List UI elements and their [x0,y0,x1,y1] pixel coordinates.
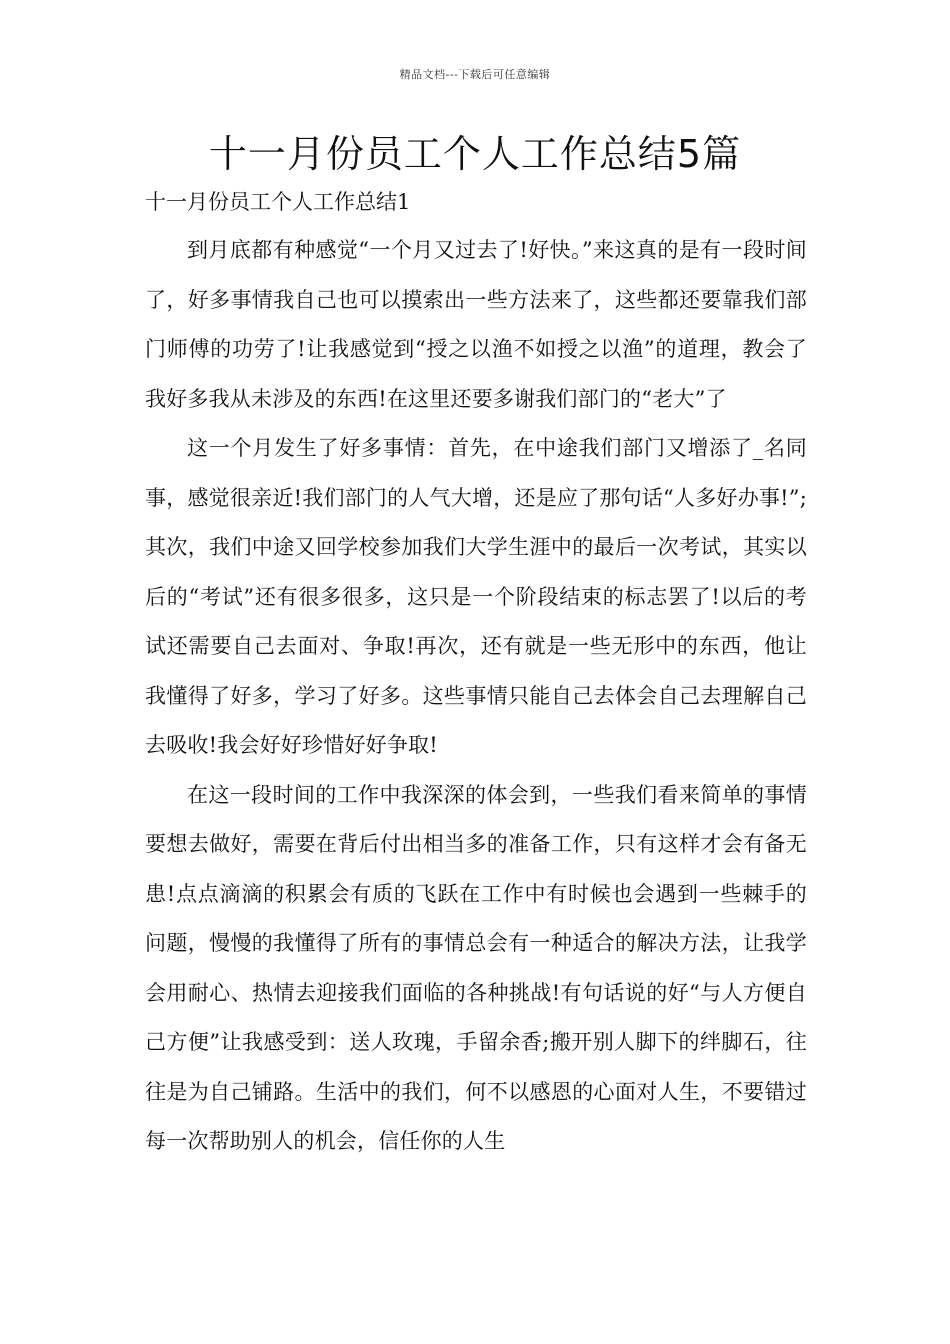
paragraph-1: 到月底都有种感觉“一个月又过去了!好快。”来这真的是有一段时间了，好多事情我自己也可以摸索出一些方法来了，这些都还要靠我们部门师傅的功劳了!让我感觉到“授之以渔不如授之以渔”的道理，教会了我好多我从未涉及的东西!在这里还要多谢我们部门的“老大”了 [145,238,807,411]
paragraph-3: 在这一段时间的工作中我深深的体会到，一些我们看来简单的事情要想去做好，需要在背后付出相当多的准备工作，只有这样才会有备无患!点点滴滴的积累会有质的飞跃在工作中有时候也会遇到一些棘手的问题，慢慢的我懂得了所有的事情总会有一种适合的解决方法，让我学会用耐心、热情去迎接我们面临的各种挑战!有句话说的好“与人方便自己方便”让我感受到：送人玫瑰，手留余香;搬开别人脚下的绊脚石，往往是为自己铺路。生活中的我们，何不以感恩的心面对人生，不要错过每一次帮助别人的机会，信任你的人生 [145,782,807,1153]
section-heading: 十一月份员工个人工作总结1 [145,190,411,214]
document-title: 十一月份员工个人工作总结5篇 [208,132,742,176]
document-body [145,182,807,1167]
paragraph-2: 这一个月发生了好多事情：首先，在中途我们部门又增添了_名同事，感觉很亲近!我们部门的人气大增，还是应了那句话“人多好办事!”;其次，我们中途又回学校参加我们大学生涯中的最后一次考试，其实以后的“考试”还有很多很多，这只是一个阶段结束的标志罢了!以后的考试还需要自己去面对、争取!再次，还有就是一些无形中的东西，他让我懂得了好多，学习了好多。这些事情只能自己去体会自己去理解自己去吸收!我会好好珍惜好好争取! [145,436,807,757]
header-note: 精品文档---下载后可任意编辑 [399,68,551,81]
